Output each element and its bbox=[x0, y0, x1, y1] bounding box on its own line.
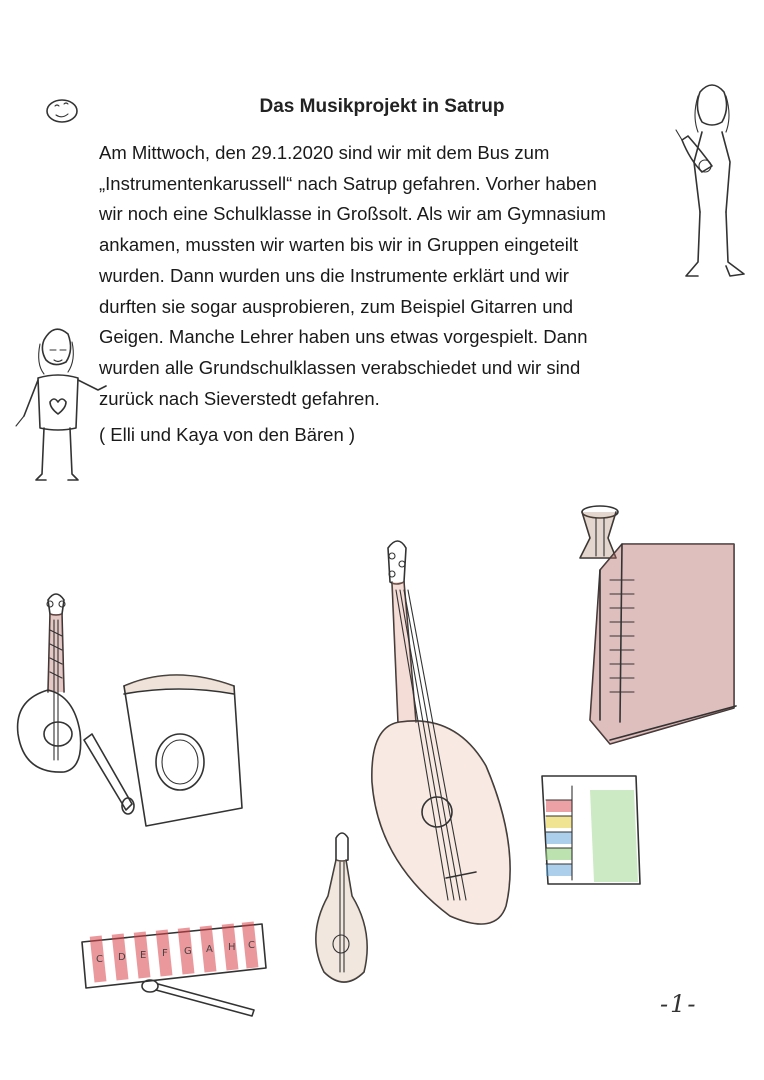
xylophone-key-label: A bbox=[206, 944, 213, 955]
toy-keyboard-drawing bbox=[542, 776, 640, 884]
xylophone-drawing bbox=[82, 921, 266, 1016]
xylophone-key-label: D bbox=[118, 952, 126, 963]
lute-drawing bbox=[372, 541, 510, 924]
paragraph-line: Am Mittwoch, den 29.1.2020 sind wir mit dem Bus zum bbox=[99, 142, 550, 163]
cajon-drawing bbox=[124, 675, 242, 826]
violin-drawing bbox=[316, 833, 367, 982]
xylophone-key-label: H bbox=[228, 942, 236, 953]
paragraph-line: wir noch eine Schulklasse in Großsolt. Als wir am Gymnasium bbox=[99, 203, 606, 225]
paragraph-line: ankamen, mussten wir warten bis wir in Gruppen eingeteilt bbox=[99, 234, 579, 256]
xylophone-key-label: E bbox=[140, 950, 147, 961]
smiley-doodle-icon bbox=[47, 100, 77, 122]
page-number: -1- bbox=[660, 990, 698, 1018]
xylophone-key-label: C bbox=[96, 954, 103, 965]
person-with-heart-shirt-drawing bbox=[16, 329, 106, 480]
xylophone-key-label: F bbox=[162, 948, 168, 959]
piano-drawing bbox=[590, 544, 736, 744]
xylophone-key-label: C bbox=[248, 940, 255, 951]
authors-signature: ( Elli und Kaya von den Bären ) bbox=[99, 424, 356, 445]
paragraph-line: durften sie sogar ausprobieren, zum Beispiel Gitarren und bbox=[99, 295, 574, 317]
paragraph-line: Geigen. Manche Lehrer haben uns etwas vorgespielt. Dann bbox=[99, 326, 588, 348]
xylophone-key-label: G bbox=[184, 946, 192, 957]
paragraph-line: wurden. Dann wurden uns die Instrumente erklärt und wir bbox=[99, 264, 569, 286]
paragraph-line: wurden alle Grundschulklassen verabschiedet und wir sind bbox=[99, 356, 581, 378]
person-with-guitar-drawing bbox=[676, 85, 744, 276]
djembe-drawing bbox=[580, 506, 618, 558]
mandolin-drawing bbox=[18, 594, 134, 814]
paragraph-line: „Instrumentenkarussell“ nach Satrup gefahren. Vorher haben bbox=[99, 172, 597, 194]
paragraph-line: zurück nach Sieverstedt gefahren. bbox=[99, 387, 380, 409]
page-title: Das Musikprojekt in Satrup bbox=[259, 96, 505, 117]
